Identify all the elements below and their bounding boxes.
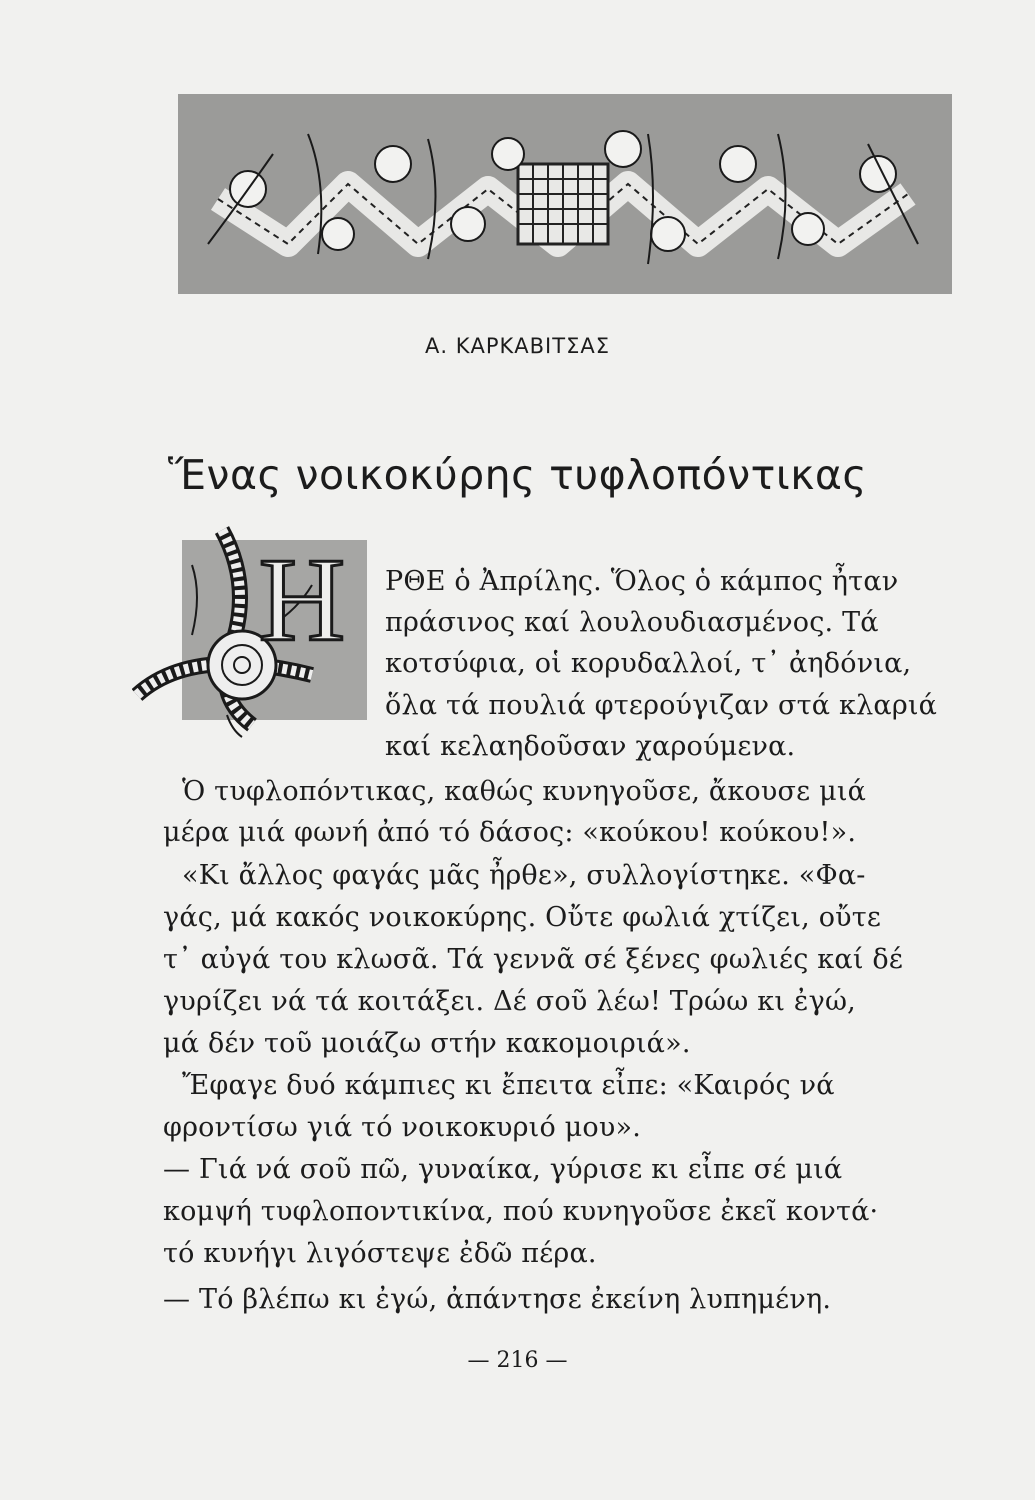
text-line: πράσινος καί λουλουδιασμένος. Τά (385, 607, 879, 638)
text-line: τό κυνήγι λιγόστεψε ἐδῶ πέρα. (163, 1238, 597, 1269)
text-line: Ἔφαγε δυό κάμπιες κι ἔπειτα εἶπε: «Καιρός νά (182, 1070, 835, 1101)
text-line: «Κι ἄλλος φαγάς μᾶς ἦρθε», συλλογίστηκε. «Φα- (182, 860, 866, 891)
floral-ornament-icon (178, 94, 952, 294)
text-line: κομψή τυφλοποντικίνα, πού κυνηγοῦσε ἐκεῖ κοντά· (163, 1196, 879, 1227)
text-line: ὅλα τά πουλιά φτερούγιζαν στά κλαριά (385, 690, 938, 721)
text-line: — Γιά νά σοῦ πῶ, γυναίκα, γύρισε κι εἶπε σέ μιά (163, 1154, 843, 1185)
drop-cap-letter: Η (258, 533, 346, 666)
text-line: γάς, μά κακός νοικοκύρης. Οὔτε φωλιά χτίζει, οὔτε (163, 902, 882, 933)
text-line: γυρίζει νά τά κοιτάξει. Δέ σοῦ λέω! Τρώω κι ἐγώ, (163, 986, 856, 1017)
text-line: μέρα μιά φωνή ἀπό τό δάσος: «κούκου! κούκου!». (163, 817, 857, 848)
page-number: — 216 — (467, 1348, 568, 1373)
author-name: Α. ΚΑΡΚΑΒΙΤΣΑΣ (425, 334, 610, 358)
text-line: ΡΘΕ ὁ Ἀπρίλης. Ὅλος ὁ κάμπος ἦταν (385, 566, 899, 597)
decorative-header-banner (178, 94, 952, 294)
story-title: Ἕνας νοικοκύρης τυφλοπόντικας (168, 451, 867, 500)
text-line: τ᾿ αὐγά του κλωσᾶ. Τά γεννᾶ σέ ξένες φωλιές καί δέ (163, 944, 904, 975)
drop-cap-ornament (132, 525, 372, 740)
text-line: μά δέν τοῦ μοιάζω στήν κακομοιριά». (163, 1028, 691, 1059)
text-line: καί κελαηδοῦσαν χαρούμενα. (385, 731, 796, 762)
text-line: Ὁ τυφλοπόντικας, καθώς κυνηγοῦσε, ἄκουσε μιά (182, 776, 867, 807)
text-line: φροντίσω γιά τό νοικοκυριό μου». (163, 1112, 642, 1143)
text-line: κοτσύφια, οἱ κορυδαλλοί, τ᾿ ἀηδόνια, (385, 648, 912, 679)
decorated-initial-icon (132, 525, 372, 740)
text-line: — Τό βλέπω κι ἐγώ, ἀπάντησε ἐκείνη λυπημένη. (163, 1284, 832, 1315)
